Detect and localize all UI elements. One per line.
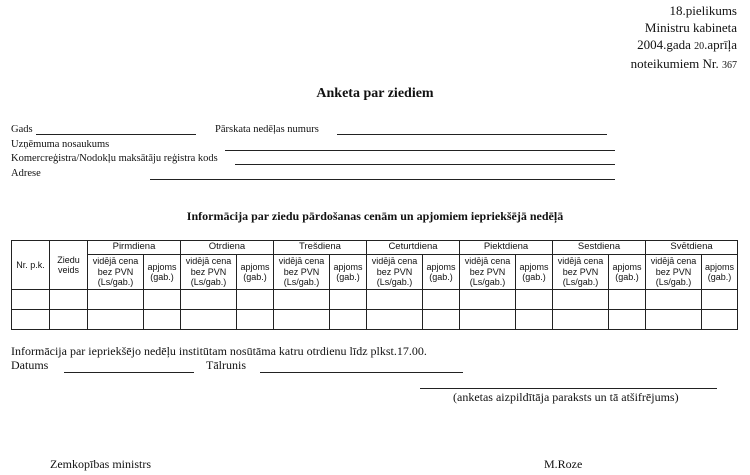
- gads-label: Gads: [11, 124, 33, 135]
- table-cell[interactable]: [702, 290, 738, 310]
- thursday-volume: apjoms (gab.): [423, 255, 460, 290]
- table-row: [12, 310, 738, 330]
- form-title: Anketa par ziediem: [316, 86, 434, 101]
- saturday-volume: apjoms (gab.): [609, 255, 646, 290]
- table-cell[interactable]: [367, 290, 423, 310]
- minister-name: M.Roze: [544, 457, 583, 471]
- table-cell[interactable]: [646, 310, 702, 330]
- table-cell[interactable]: [516, 310, 553, 330]
- table-cell[interactable]: [609, 290, 646, 310]
- table-cell[interactable]: [460, 310, 516, 330]
- table-cell[interactable]: [50, 290, 88, 310]
- table-cell[interactable]: [609, 310, 646, 330]
- table-cell[interactable]: [702, 310, 738, 330]
- regulation-number: noteikumiem Nr. 367: [630, 56, 737, 71]
- table-cell[interactable]: [553, 290, 609, 310]
- table-cell[interactable]: [181, 290, 237, 310]
- table-cell[interactable]: [274, 290, 330, 310]
- table-cell[interactable]: [367, 310, 423, 330]
- day-tuesday: Otrdiena: [181, 241, 274, 255]
- table-cell[interactable]: [460, 290, 516, 310]
- table-cell[interactable]: [423, 290, 460, 310]
- table-cell[interactable]: [181, 310, 237, 330]
- col-nr: Nr. p.k.: [12, 241, 50, 290]
- table-cell[interactable]: [144, 310, 181, 330]
- table-cell[interactable]: [12, 290, 50, 310]
- table-cell[interactable]: [237, 310, 274, 330]
- day-monday: Pirmdiena: [88, 241, 181, 255]
- minister-title: Zemkopības ministrs: [50, 457, 151, 471]
- annex-number: 18.pielikums: [669, 3, 737, 18]
- col-flower-type: Ziedu veids: [50, 241, 88, 290]
- table-cell[interactable]: [330, 310, 367, 330]
- signature-line[interactable]: [420, 388, 717, 389]
- monday-price: vidējā cena bez PVN (Ls/gab.): [88, 255, 144, 290]
- table-cell[interactable]: [330, 290, 367, 310]
- address-line[interactable]: [150, 179, 615, 180]
- table-row: [12, 290, 738, 310]
- address-label: Adrese: [11, 168, 41, 179]
- sunday-volume: apjoms (gab.): [702, 255, 738, 290]
- table-cell[interactable]: [88, 290, 144, 310]
- tuesday-volume: apjoms (gab.): [237, 255, 274, 290]
- saturday-price: vidējā cena bez PVN (Ls/gab.): [553, 255, 609, 290]
- thursday-price: vidējā cena bez PVN (Ls/gab.): [367, 255, 423, 290]
- company-name-label: Uzņēmuma nosaukums: [11, 139, 110, 150]
- week-number-line[interactable]: [337, 134, 607, 135]
- day-friday: Piektdiena: [460, 241, 553, 255]
- table-cell[interactable]: [144, 290, 181, 310]
- date-label: Datums: [11, 358, 49, 372]
- friday-volume: apjoms (gab.): [516, 255, 553, 290]
- registry-code-line[interactable]: [235, 164, 615, 165]
- tuesday-price: vidējā cena bez PVN (Ls/gab.): [181, 255, 237, 290]
- table-cell[interactable]: [274, 310, 330, 330]
- day-saturday: Sestdiena: [553, 241, 646, 255]
- flower-prices-table: [11, 240, 738, 330]
- day-wednesday: Trešdiena: [274, 241, 367, 255]
- table-cell[interactable]: [237, 290, 274, 310]
- wednesday-price: vidējā cena bez PVN (Ls/gab.): [274, 255, 330, 290]
- sunday-price: vidējā cena bez PVN (Ls/gab.): [646, 255, 702, 290]
- table-cell[interactable]: [516, 290, 553, 310]
- phone-label: Tālrunis: [206, 358, 246, 372]
- table-cell[interactable]: [423, 310, 460, 330]
- header-block: [631, 2, 737, 74]
- submission-note: Informācija par iepriekšējo nedēļu institūtam nosūtāma katru otrdienu līdz plkst.17.00.: [11, 344, 427, 358]
- wednesday-volume: apjoms (gab.): [330, 255, 367, 290]
- table-cell[interactable]: [12, 310, 50, 330]
- issuer: Ministru kabineta: [644, 20, 737, 35]
- table-cell[interactable]: [553, 310, 609, 330]
- regulation-date: 2004.gada 20.aprīļa: [637, 37, 737, 52]
- week-number-label: Pārskata nedēļas numurs: [215, 124, 319, 135]
- friday-price: vidējā cena bez PVN (Ls/gab.): [460, 255, 516, 290]
- table-cell[interactable]: [50, 310, 88, 330]
- monday-volume: apjoms (gab.): [144, 255, 181, 290]
- day-sunday: Svētdiena: [646, 241, 738, 255]
- registry-code-label: Komercreģistra/Nodokļu maksātāju reģistra kods: [11, 153, 218, 164]
- company-name-line[interactable]: [225, 150, 615, 151]
- table-title: Informācija par ziedu pārdošanas cenām un apjomiem iepriekšējā nedēļā: [186, 209, 564, 223]
- phone-line[interactable]: [260, 372, 463, 373]
- date-line[interactable]: [64, 372, 194, 373]
- gads-line[interactable]: [36, 134, 196, 135]
- table-cell[interactable]: [88, 310, 144, 330]
- day-thursday: Ceturtdiena: [367, 241, 460, 255]
- signature-caption: (anketas aizpildītāja paraksts un tā atšifrējums): [453, 390, 679, 404]
- table-cell[interactable]: [646, 290, 702, 310]
